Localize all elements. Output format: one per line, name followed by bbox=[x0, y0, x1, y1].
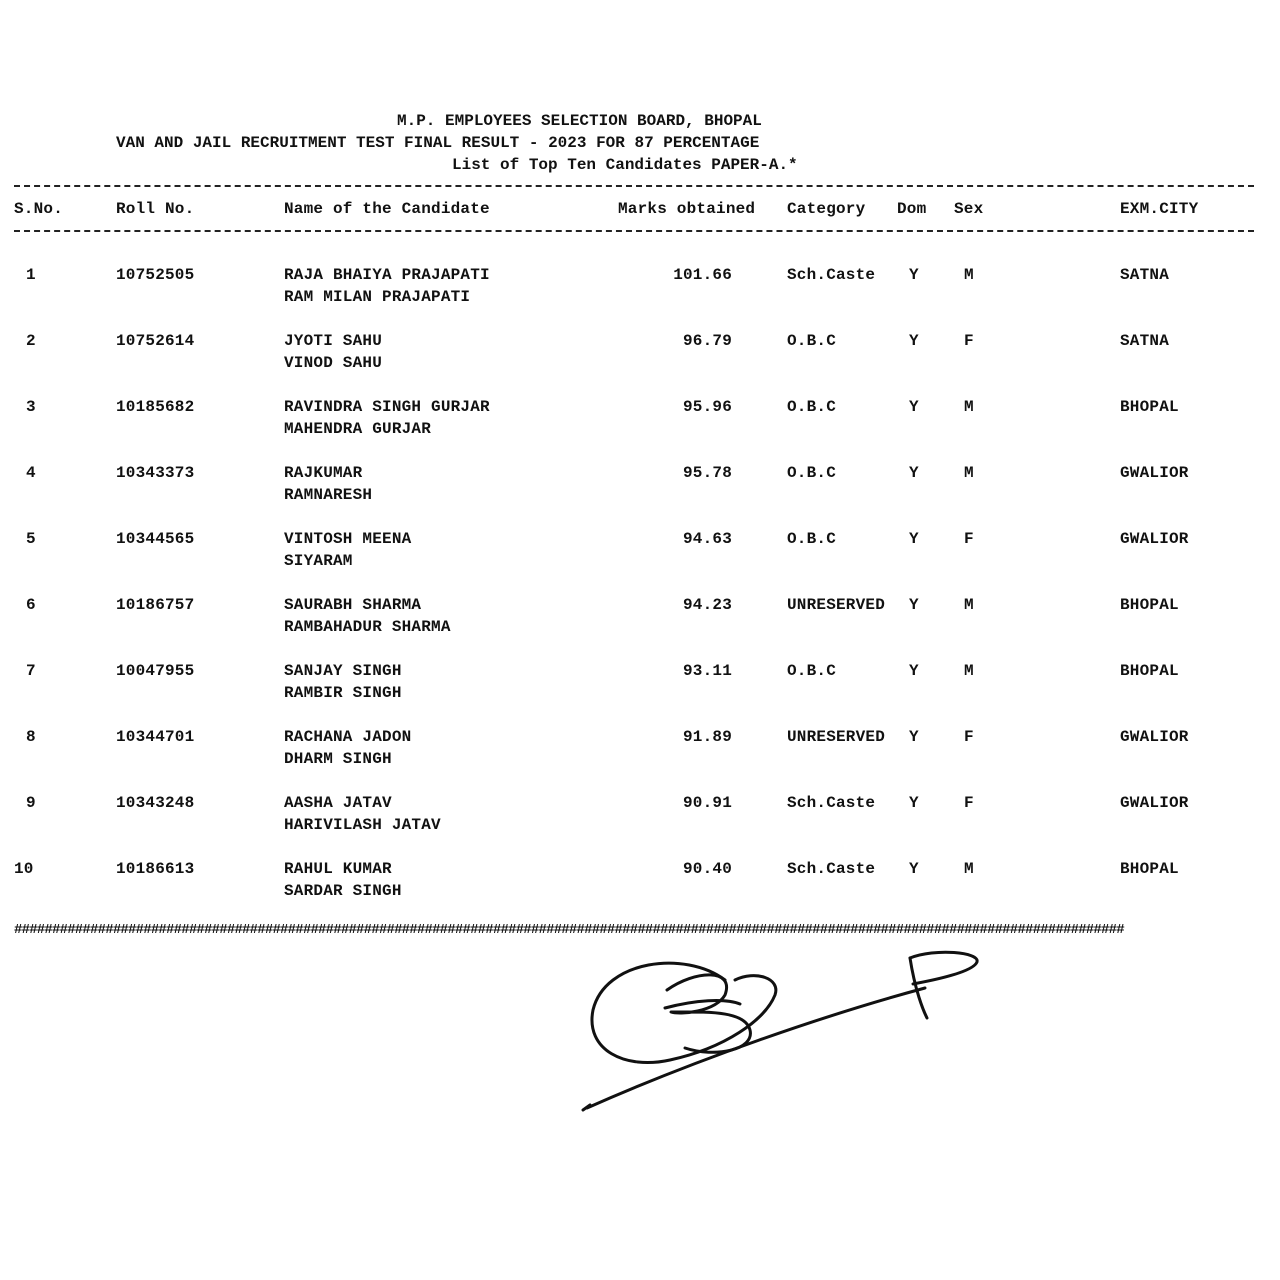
row-sex: M bbox=[964, 464, 974, 482]
row-roll: 10185682 bbox=[116, 398, 195, 416]
row-dom: Y bbox=[909, 860, 919, 878]
row-name: RAJA BHAIYA PRAJAPATI bbox=[284, 266, 490, 284]
row-name: RAJKUMAR bbox=[284, 464, 363, 482]
row-marks: 96.79 bbox=[682, 332, 732, 350]
header-bottom-rule bbox=[14, 230, 1254, 232]
row-sno: 1 bbox=[26, 266, 36, 284]
signature-image bbox=[575, 940, 995, 1120]
row-father-name: HARIVILASH JATAV bbox=[284, 816, 441, 834]
row-sno: 8 bbox=[26, 728, 36, 746]
row-roll: 10344565 bbox=[116, 530, 195, 548]
col-city: EXM.CITY bbox=[1120, 200, 1199, 218]
row-name: SANJAY SINGH bbox=[284, 662, 402, 680]
row-name: RACHANA JADON bbox=[284, 728, 412, 746]
row-marks: 94.23 bbox=[682, 596, 732, 614]
row-father-name: SIYARAM bbox=[284, 552, 353, 570]
col-marks: Marks obtained bbox=[618, 200, 756, 218]
col-sex: Sex bbox=[954, 200, 984, 218]
row-city: BHOPAL bbox=[1120, 596, 1179, 614]
row-roll: 10186613 bbox=[116, 860, 195, 878]
row-category: O.B.C bbox=[787, 398, 837, 416]
row-marks: 93.11 bbox=[682, 662, 732, 680]
row-sex: M bbox=[964, 662, 974, 680]
header-top-rule bbox=[14, 185, 1254, 187]
board-name: M.P. EMPLOYEES SELECTION BOARD, BHOPAL bbox=[397, 112, 762, 130]
row-category: O.B.C bbox=[787, 332, 837, 350]
row-dom: Y bbox=[909, 464, 919, 482]
row-sex: M bbox=[964, 596, 974, 614]
row-sno: 10 bbox=[14, 860, 34, 878]
row-name: AASHA JATAV bbox=[284, 794, 392, 812]
row-name: JYOTI SAHU bbox=[284, 332, 383, 350]
col-name: Name of the Candidate bbox=[284, 200, 490, 218]
row-roll: 10752505 bbox=[116, 266, 195, 284]
row-father-name: DHARM SINGH bbox=[284, 750, 392, 768]
row-sno: 5 bbox=[26, 530, 36, 548]
row-sex: F bbox=[964, 728, 974, 746]
row-father-name: SARDAR SINGH bbox=[284, 882, 402, 900]
row-marks: 91.89 bbox=[682, 728, 732, 746]
row-dom: Y bbox=[909, 794, 919, 812]
row-category: O.B.C bbox=[787, 530, 837, 548]
row-city: GWALIOR bbox=[1120, 794, 1189, 812]
row-roll: 10344701 bbox=[116, 728, 195, 746]
row-sex: M bbox=[964, 266, 974, 284]
row-city: BHOPAL bbox=[1120, 398, 1179, 416]
row-sno: 9 bbox=[26, 794, 36, 812]
row-father-name: RAMBIR SINGH bbox=[284, 684, 402, 702]
col-roll: Roll No. bbox=[116, 200, 195, 218]
row-sex: F bbox=[964, 332, 974, 350]
col-category: Category bbox=[787, 200, 866, 218]
row-category: Sch.Caste bbox=[787, 794, 876, 812]
row-father-name: VINOD SAHU bbox=[284, 354, 383, 372]
row-sno: 4 bbox=[26, 464, 36, 482]
row-sno: 3 bbox=[26, 398, 36, 416]
row-sex: F bbox=[964, 530, 974, 548]
row-father-name: MAHENDRA GURJAR bbox=[284, 420, 432, 438]
row-city: BHOPAL bbox=[1120, 860, 1179, 878]
row-category: Sch.Caste bbox=[787, 860, 876, 878]
row-sex: M bbox=[964, 398, 974, 416]
row-sex: M bbox=[964, 860, 974, 878]
row-name: SAURABH SHARMA bbox=[284, 596, 422, 614]
row-name: RAVINDRA SINGH GURJAR bbox=[284, 398, 490, 416]
row-city: GWALIOR bbox=[1120, 530, 1189, 548]
row-dom: Y bbox=[909, 332, 919, 350]
row-dom: Y bbox=[909, 266, 919, 284]
row-city: GWALIOR bbox=[1120, 728, 1189, 746]
row-name: VINTOSH MEENA bbox=[284, 530, 412, 548]
row-sno: 6 bbox=[26, 596, 36, 614]
row-dom: Y bbox=[909, 530, 919, 548]
row-city: BHOPAL bbox=[1120, 662, 1179, 680]
col-dom: Dom bbox=[897, 200, 927, 218]
row-city: SATNA bbox=[1120, 332, 1170, 350]
row-sno: 2 bbox=[26, 332, 36, 350]
row-sex: F bbox=[964, 794, 974, 812]
row-dom: Y bbox=[909, 596, 919, 614]
row-roll: 10343248 bbox=[116, 794, 195, 812]
footer-hash-rule: ################################################################################################################################################## bbox=[14, 922, 1124, 938]
row-city: GWALIOR bbox=[1120, 464, 1189, 482]
row-marks: 95.96 bbox=[682, 398, 732, 416]
row-category: Sch.Caste bbox=[787, 266, 876, 284]
row-marks: 94.63 bbox=[682, 530, 732, 548]
row-marks: 101.66 bbox=[673, 266, 732, 284]
row-marks: 90.91 bbox=[682, 794, 732, 812]
row-category: O.B.C bbox=[787, 662, 837, 680]
row-roll: 10752614 bbox=[116, 332, 195, 350]
row-roll: 10186757 bbox=[116, 596, 195, 614]
row-dom: Y bbox=[909, 728, 919, 746]
col-sno: S.No. bbox=[14, 200, 64, 218]
result-subtitle: VAN AND JAIL RECRUITMENT TEST FINAL RESULT - 2023 FOR 87 PERCENTAGE bbox=[116, 134, 760, 152]
row-marks: 90.40 bbox=[682, 860, 732, 878]
row-marks: 95.78 bbox=[682, 464, 732, 482]
row-category: O.B.C bbox=[787, 464, 837, 482]
row-roll: 10047955 bbox=[116, 662, 195, 680]
row-father-name: RAMNARESH bbox=[284, 486, 373, 504]
row-father-name: RAM MILAN PRAJAPATI bbox=[284, 288, 471, 306]
row-category: UNRESERVED bbox=[787, 728, 886, 746]
row-dom: Y bbox=[909, 662, 919, 680]
row-sno: 7 bbox=[26, 662, 36, 680]
row-name: RAHUL KUMAR bbox=[284, 860, 392, 878]
row-father-name: RAMBAHADUR SHARMA bbox=[284, 618, 451, 636]
row-city: SATNA bbox=[1120, 266, 1170, 284]
row-roll: 10343373 bbox=[116, 464, 195, 482]
row-category: UNRESERVED bbox=[787, 596, 886, 614]
list-title: List of Top Ten Candidates PAPER-A.* bbox=[452, 156, 798, 174]
row-dom: Y bbox=[909, 398, 919, 416]
